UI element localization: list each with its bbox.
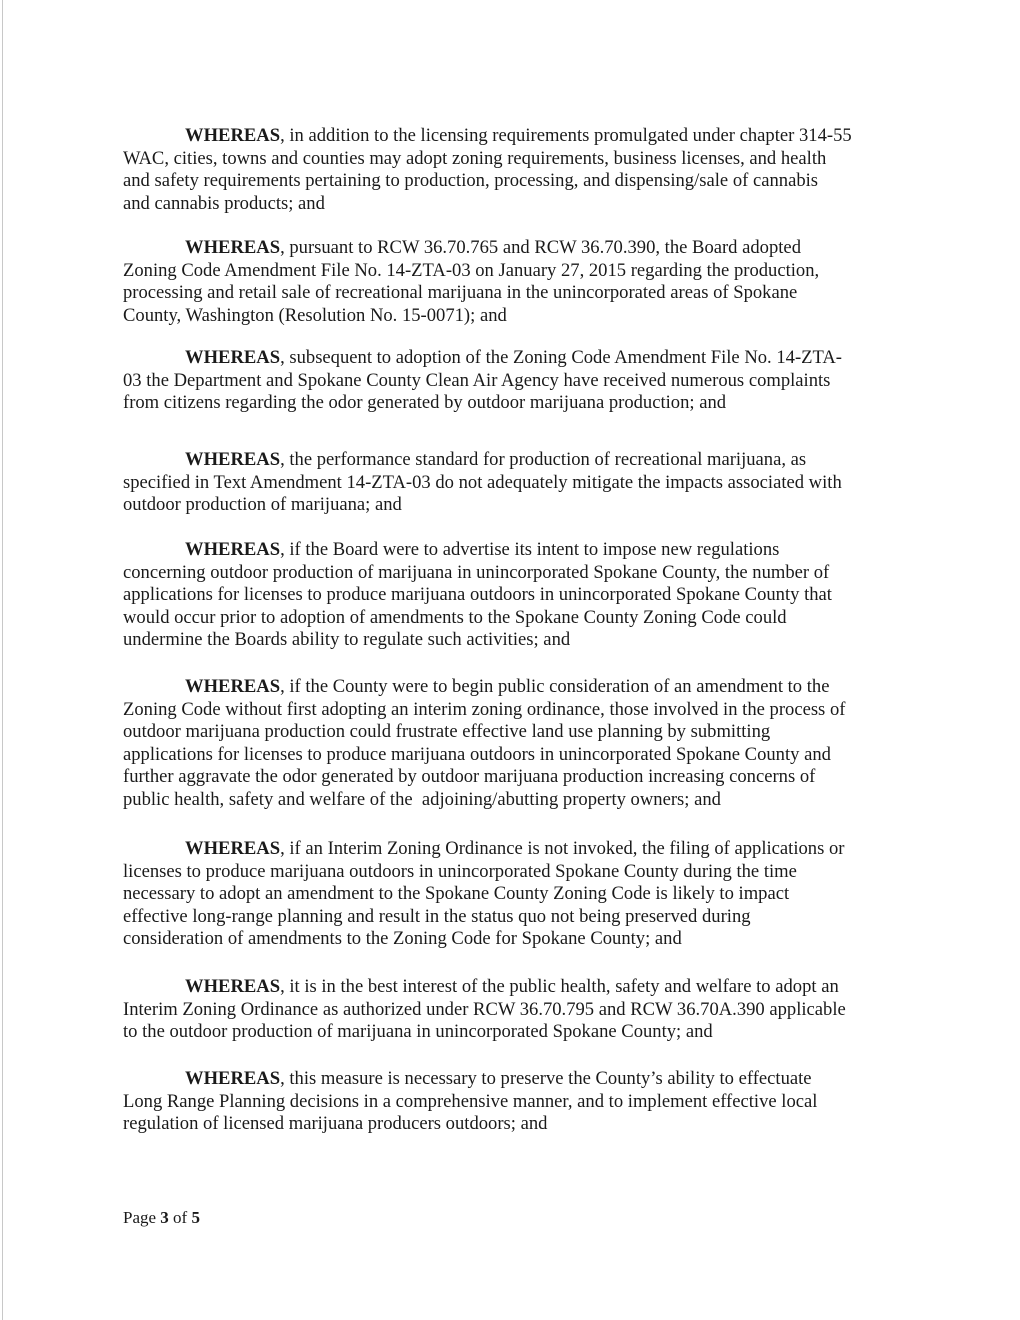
paragraph-line: Zoning Code without first adopting an interim zoning ordinance, those involved in the process of: [123, 698, 846, 720]
scan-edge-line: [2, 0, 3, 1320]
line-text: , the performance standard for production of recreational marijuana, as: [280, 449, 807, 470]
footer-prefix: Page: [123, 1208, 161, 1227]
paragraph-line: effective long-range planning and result in the status quo not being preserved during: [123, 905, 751, 927]
paragraph-line: [123, 237, 923, 260]
paragraph-line: applications for licenses to produce marijuana outdoors in unincorporated Spokane County that: [123, 584, 832, 606]
whereas-paragraph-8: [123, 976, 923, 1044]
paragraph-line: [123, 449, 923, 472]
whereas-keyword: WHEREAS: [185, 838, 281, 859]
whereas-keyword: WHEREAS: [185, 347, 281, 368]
paragraph-line: Long Range Planning decisions in a comprehensive manner, and to implement effective local: [123, 1090, 818, 1112]
paragraph-line: public health, safety and welfare of the adjoining/abutting property owners; and: [123, 788, 721, 810]
line-text: , this measure is necessary to preserve the County’s ability to effectuate: [280, 1068, 812, 1089]
paragraph-line: outdoor marijuana production could frustrate effective land use planning by submitting: [123, 721, 771, 743]
whereas-paragraph-3: [123, 347, 923, 415]
paragraph-line: necessary to adopt an amendment to the Spokane County Zoning Code is likely to impact: [123, 883, 790, 905]
paragraph-line: 03 the Department and Spokane County Clean Air Agency have received numerous complaints: [123, 369, 831, 391]
whereas-paragraph-9: [123, 1068, 923, 1136]
paragraph-line: undermine the Boards ability to regulate such activities; and: [123, 629, 571, 651]
paragraph-line: concerning outdoor production of marijuana in unincorporated Spokane County, the number of: [123, 561, 830, 583]
paragraph-line: regulation of licensed marijuana producers outdoors; and: [123, 1113, 548, 1135]
line-text: , subsequent to adoption of the Zoning Code Amendment File No. 14-ZTA-: [280, 347, 842, 368]
whereas-keyword: WHEREAS: [185, 449, 281, 470]
paragraph-line: further aggravate the odor generated by outdoor marijuana production increasing concerns of: [123, 766, 816, 788]
whereas-keyword: WHEREAS: [185, 539, 281, 560]
whereas-paragraph-7: [123, 838, 923, 951]
page-number-footer: [123, 1207, 200, 1229]
total-page-count: 5: [191, 1208, 200, 1227]
paragraph-line: licenses to produce marijuana outdoors in unincorporated Spokane County during the time: [123, 860, 797, 882]
whereas-keyword: WHEREAS: [185, 125, 281, 146]
paragraph-line: WAC, cities, towns and counties may adopt zoning requirements, business licenses, and health: [123, 147, 827, 169]
paragraph-line: Zoning Code Amendment File No. 14-ZTA-03 on January 27, 2015 regarding the production,: [123, 259, 820, 281]
paragraph-line: outdoor production of marijuana; and: [123, 494, 402, 516]
whereas-paragraph-6: [123, 676, 923, 812]
whereas-paragraph-2: [123, 237, 923, 327]
paragraph-line: Interim Zoning Ordinance as authorized under RCW 36.70.795 and RCW 36.70A.390 applicable: [123, 998, 846, 1020]
line-text: , if an Interim Zoning Ordinance is not invoked, the filing of applications or: [280, 838, 845, 859]
whereas-paragraph-1: [123, 125, 923, 215]
paragraph-line: [123, 1068, 923, 1091]
whereas-paragraph-4: [123, 449, 923, 517]
whereas-paragraph-5: [123, 539, 923, 652]
paragraph-line: from citizens regarding the odor generated by outdoor marijuana production; and: [123, 392, 727, 414]
paragraph-line: consideration of amendments to the Zoning Code for Spokane County; and: [123, 928, 682, 950]
line-text: , if the County were to begin public consideration of an amendment to the: [280, 676, 830, 697]
footer-of: of: [168, 1208, 192, 1227]
current-page-number: 3: [160, 1208, 169, 1227]
paragraph-line: processing and retail sale of recreational marijuana in the unincorporated areas of Spokane: [123, 282, 798, 304]
whereas-keyword: WHEREAS: [185, 676, 281, 697]
line-text: , it is in the best interest of the public health, safety and welfare to adopt an: [280, 976, 839, 997]
paragraph-line: and cannabis products; and: [123, 192, 325, 214]
paragraph-line: [123, 539, 923, 562]
paragraph-line: would occur prior to adoption of amendments to the Spokane County Zoning Code could: [123, 606, 787, 628]
paragraph-line: and safety requirements pertaining to production, processing, and dispensing/sale of cannabis: [123, 170, 819, 192]
paragraph-line: [123, 676, 923, 699]
paragraph-line: [123, 976, 923, 999]
paragraph-line: specified in Text Amendment 14-ZTA-03 do not adequately mitigate the impacts associated with: [123, 471, 842, 493]
paragraph-line: [123, 347, 923, 370]
paragraph-line: to the outdoor production of marijuana in unincorporated Spokane County; and: [123, 1021, 713, 1043]
whereas-keyword: WHEREAS: [185, 1068, 281, 1089]
whereas-keyword: WHEREAS: [185, 237, 281, 258]
line-text: , if the Board were to advertise its intent to impose new regulations: [280, 539, 780, 560]
paragraph-line: [123, 125, 923, 148]
paragraph-line: [123, 838, 923, 861]
whereas-keyword: WHEREAS: [185, 976, 281, 997]
paragraph-line: applications for licenses to produce marijuana outdoors in unincorporated Spokane County and: [123, 743, 831, 765]
paragraph-line: County, Washington (Resolution No. 15-0071); and: [123, 304, 507, 326]
line-text: , pursuant to RCW 36.70.765 and RCW 36.70.390, the Board adopted: [280, 237, 801, 258]
line-text: , in addition to the licensing requirements promulgated under chapter 314-55: [280, 125, 852, 146]
